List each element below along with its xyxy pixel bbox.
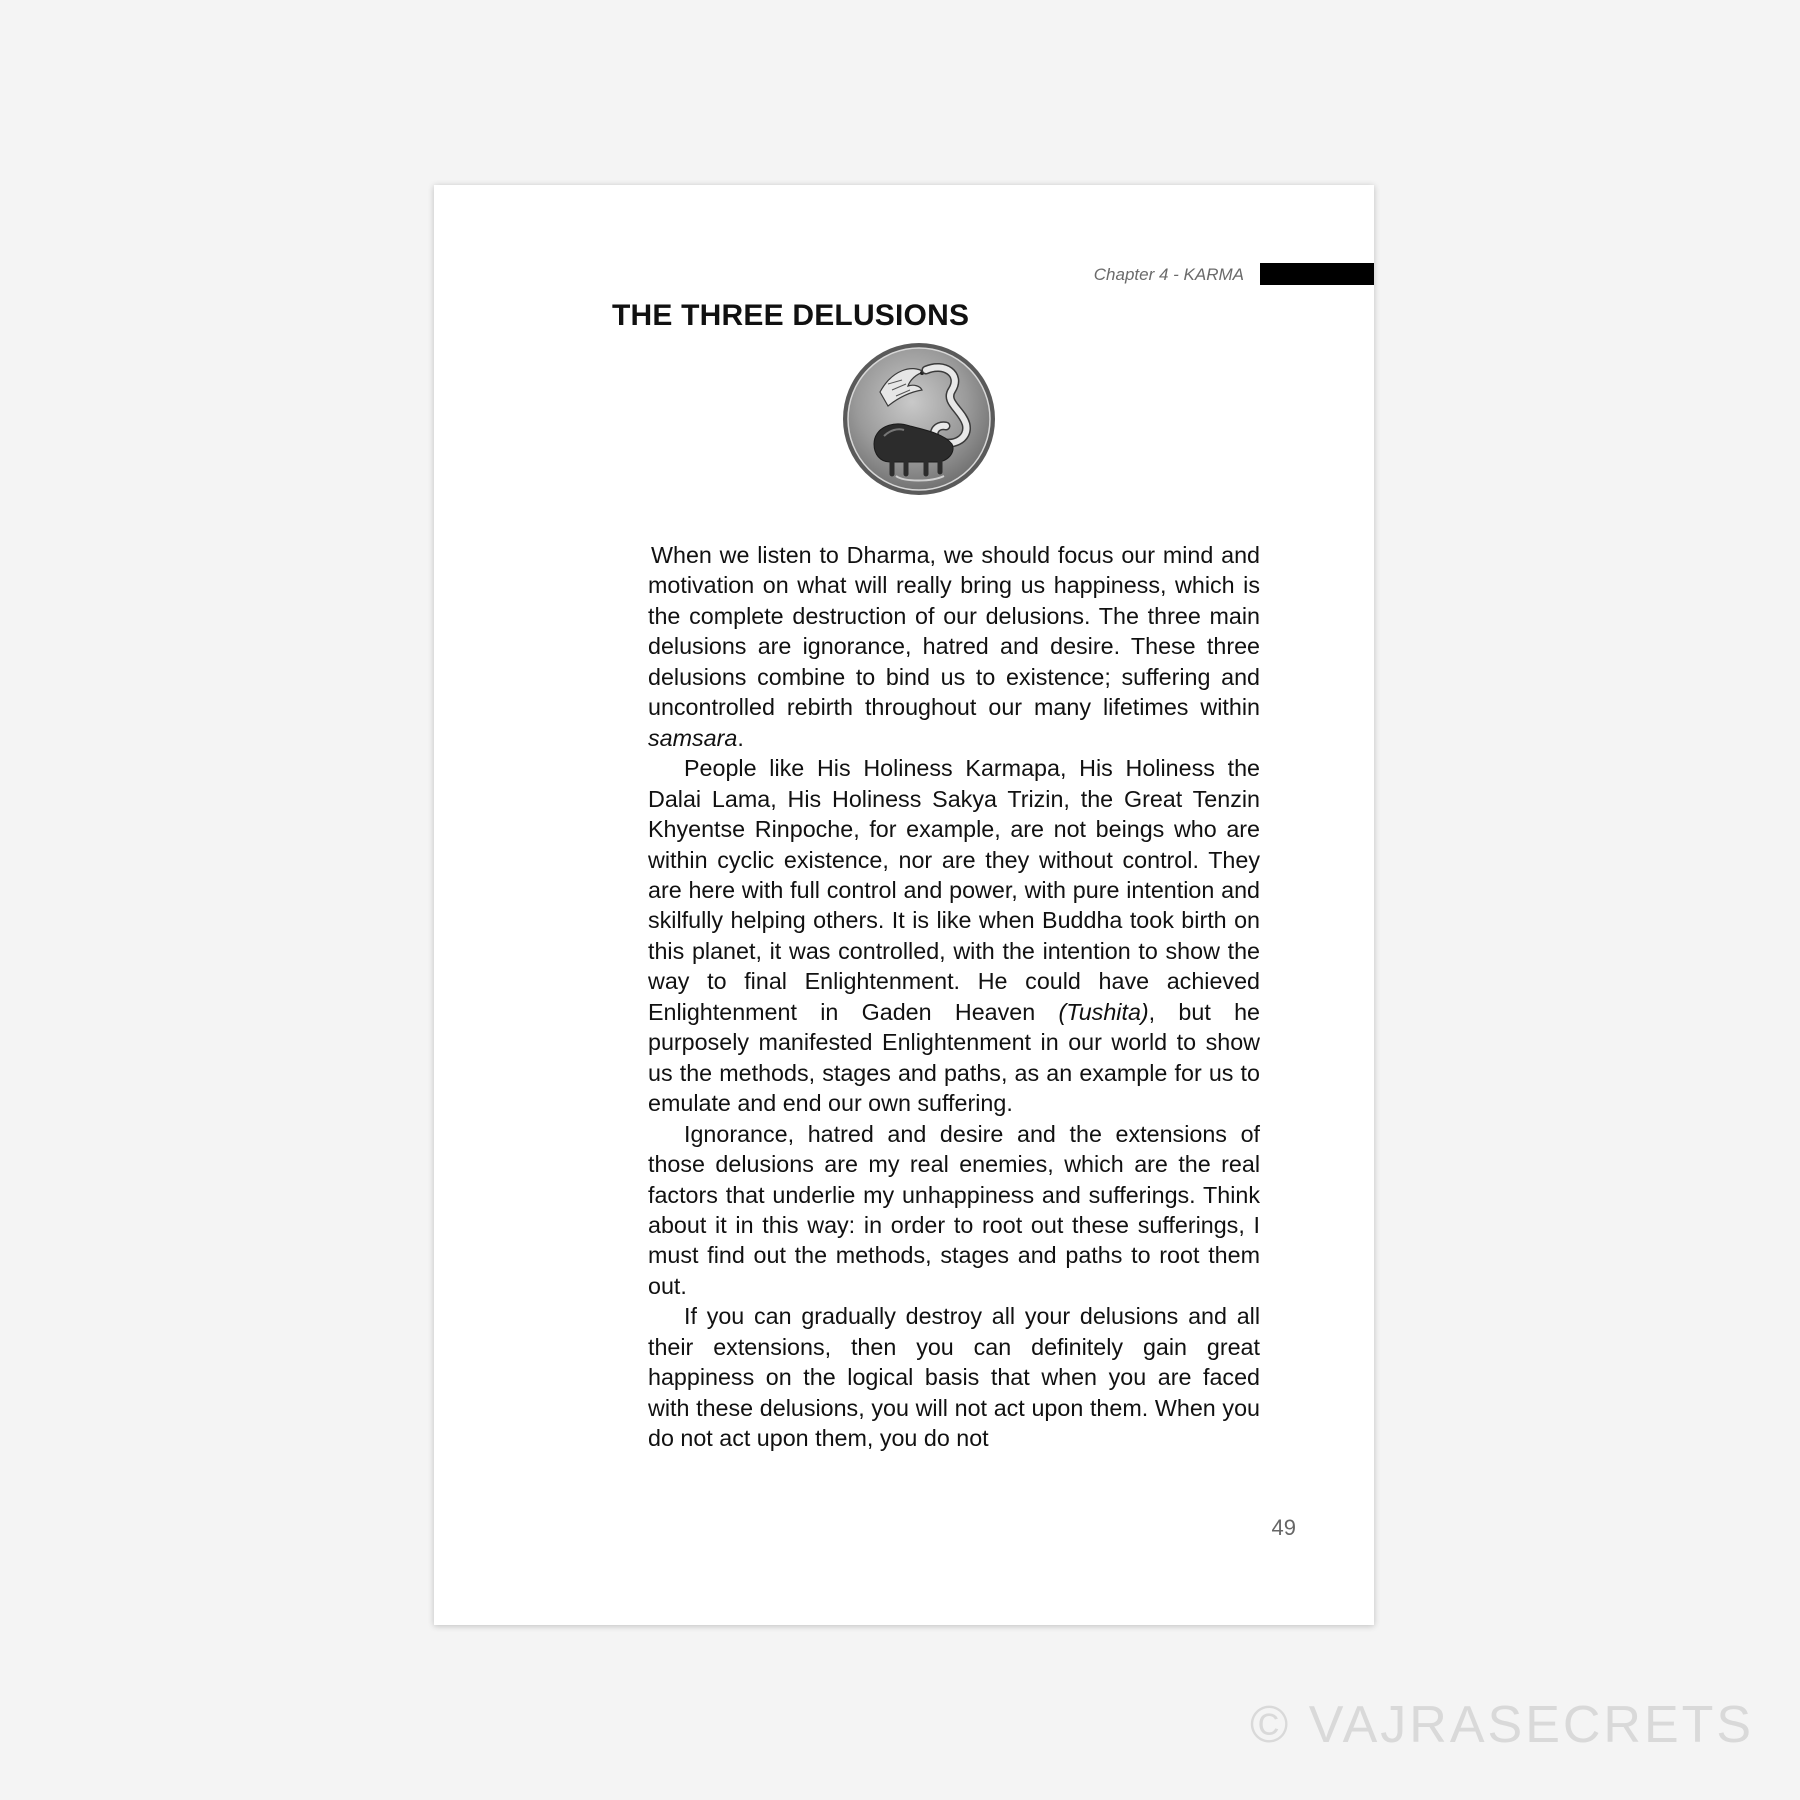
paragraph: If you can gradually destroy all your delusions and all their extensions, then you can definitely gain great happiness on the logical basis that when you are faced with these delusions, you will not act upon them. When you do not act upon them, you do not bbox=[648, 1303, 1260, 1452]
italic-term: (Tushita) bbox=[1058, 998, 1149, 1025]
bird-snake-pig-roundel-icon bbox=[840, 340, 998, 498]
paragraph: Ignorance, hatred and desire and the extensions of those delusions are my real enemies, which are the real factors that underlie my unhappiness and sufferings. Think about it in this way: in order to root out these sufferings, I must find out the methods, stages and paths to root them out. bbox=[648, 1120, 1260, 1299]
chapter-tab-bar bbox=[1260, 263, 1374, 285]
section-title: THE THREE DELUSIONS bbox=[612, 299, 970, 332]
italic-term: samsara bbox=[648, 724, 738, 751]
body-text bbox=[648, 540, 1260, 1454]
page-number: 49 bbox=[1271, 1515, 1296, 1540]
paragraph: People like His Holiness Karmapa, His Holiness the Dalai Lama, His Holiness Sakya Trizin, the Great Tenzin Khyentse Rinpoche, for example, are not beings who are within cyclic existence, nor are they without control. They are here with full control and power, with pure intention and skilfully helping others. It is like when Buddha took birth on this planet, it was controlled, with the intention to show the way to final Enlightenment. He could have achieved Enlightenment in Gaden Heaven (Tushita), but he purposely manifested Enlightenment in our world to show us the methods, stages and paths, as an example for us to emulate and end our own suffering. bbox=[648, 755, 1260, 1117]
watermark: © VAJRASECRETS bbox=[1250, 1696, 1755, 1754]
running-head: Chapter 4 - KARMA bbox=[1093, 265, 1244, 284]
book-page bbox=[434, 185, 1374, 1625]
paragraph: When we listen to Dharma, we should focus our mind and motivation on what will really bring us happiness, which is the complete destruction of our delusions. The three main delusions are ignorance, hatred and desire. These three delusions combine to bind us to existence; suffering and uncontrolled rebirth throughout our many lifetimes within samsara. bbox=[648, 542, 1260, 751]
